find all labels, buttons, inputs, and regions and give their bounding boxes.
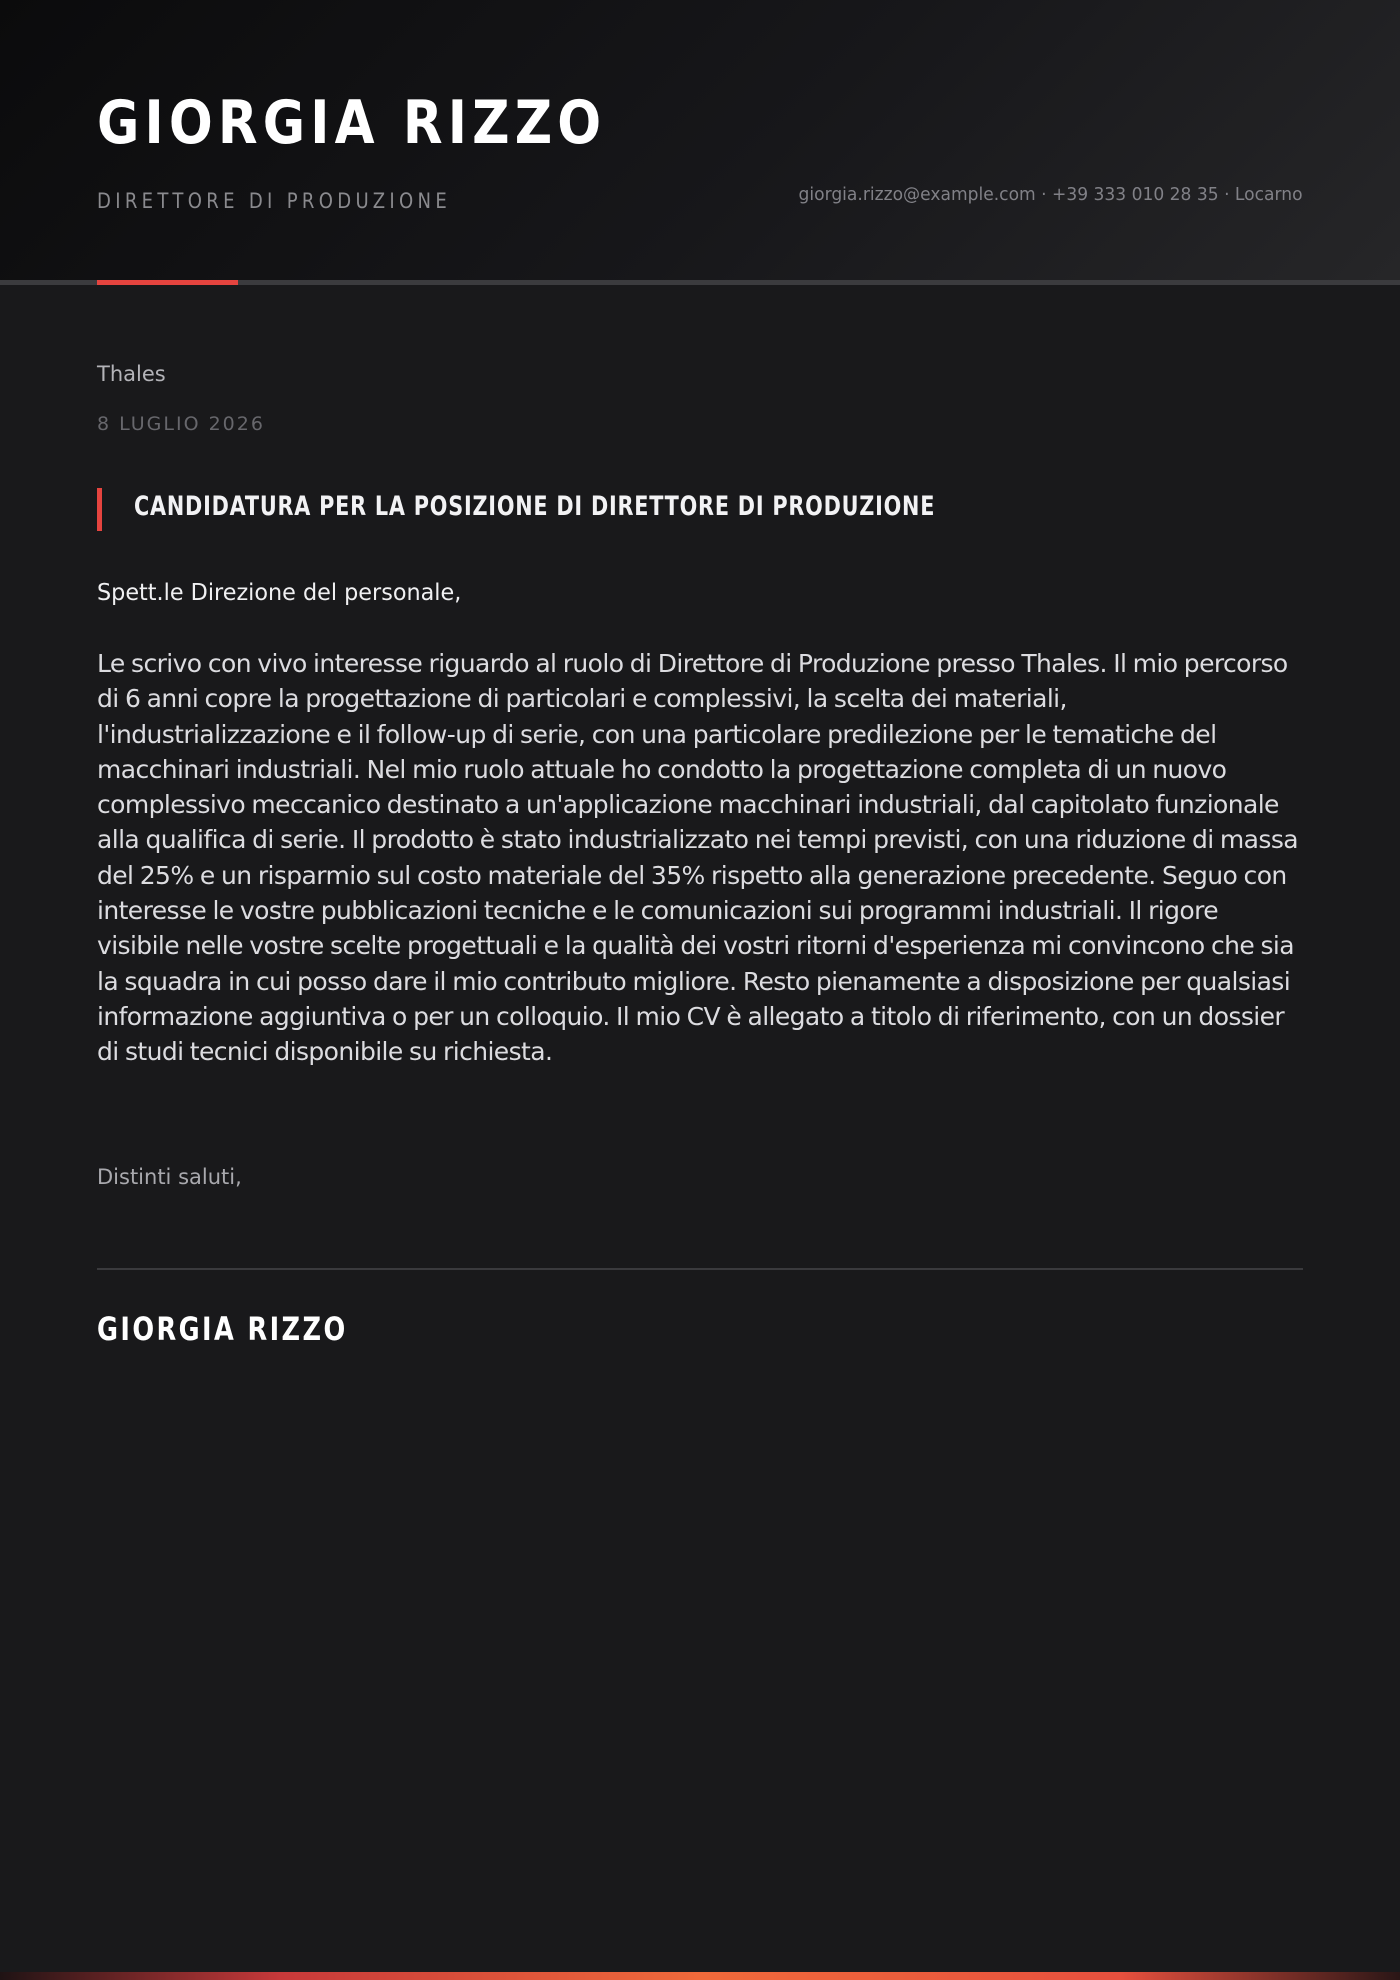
closing: Distinti saluti,	[97, 1165, 242, 1189]
salutation: Spett.le Direzione del personale,	[97, 580, 462, 606]
letter-header	[0, 0, 1400, 280]
applicant-name: GIORGIA RIZZO	[97, 88, 607, 158]
header-accent-bar	[97, 280, 238, 285]
footer-accent-bar	[0, 1972, 1400, 1980]
recipient-company: Thales	[97, 362, 166, 386]
signature-divider	[97, 1268, 1303, 1270]
applicant-role: DIRETTORE DI PRODUZIONE	[97, 189, 452, 213]
letter-date: 8 LUGLIO 2026	[97, 413, 265, 435]
letter-subject: CANDIDATURA PER LA POSIZIONE DI DIRETTORE DI PRODUZIONE	[134, 491, 936, 522]
contact-info: giorgia.rizzo@example.com · +39 333 010 28 35 · Locarno	[798, 184, 1303, 205]
letter-body: Le scrivo con vivo interesse riguardo al ruolo di Direttore di Produzione presso Thales. Il mio percorso di 6 anni copre la progettazione di particolari e complessivi, la scelta dei materiali, l'industrializzazione e il follow-up di serie, con una particolare predilezione per le tematiche del macchinari industriali. Nel mio ruolo attuale ho condotto la progettazione completa di un nuovo complessivo meccanico destinato a un'applicazione macchinari industriali, dal capitolato funzionale alla qualifica di serie. Il prodotto è stato industrializzato nei tempi previsti, con una riduzione di massa del 25% e un risparmio sul costo materiale del 35% rispetto alla generazione precedente. Seguo con interesse le vostre pubblicazioni tecniche e le comunicazioni sui programmi industriali. Il rigore visibile nelle vostre scelte progettuali e la qualità dei vostri ritorni d'esperienza mi convincono che sia la squadra in cui posso dare il mio contributo migliore. Resto pienamente a disposizione per qualsiasi informazione aggiuntiva o per un colloquio. Il mio CV è allegato a titolo di riferimento, con un dossier di studi tecnici disponibile su richiesta.	[97, 649, 1298, 1067]
signature-name: GIORGIA RIZZO	[97, 1310, 348, 1348]
subject-accent-bar	[97, 488, 102, 531]
